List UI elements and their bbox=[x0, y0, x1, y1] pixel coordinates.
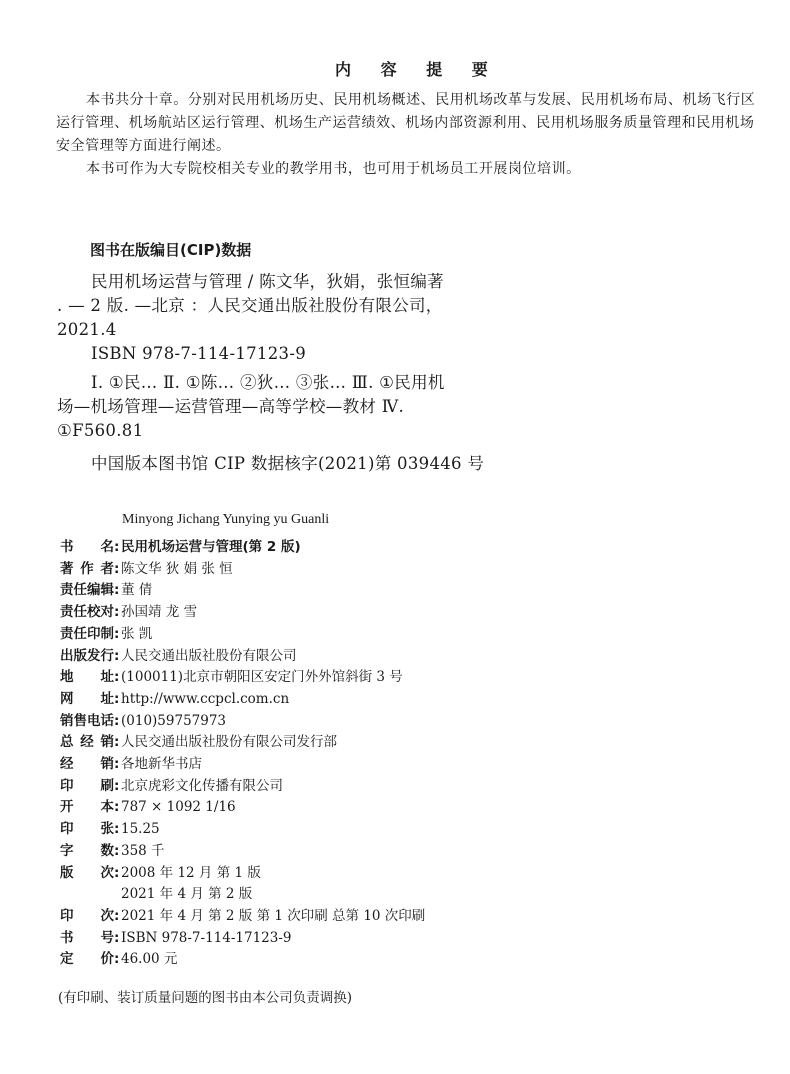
label-char: 地 bbox=[60, 669, 74, 686]
colophon-row bbox=[60, 801, 236, 815]
colophon-label bbox=[60, 560, 114, 577]
label-char: 责 bbox=[60, 625, 74, 642]
label-colon: : bbox=[114, 929, 120, 946]
pinyin-title: Minyong Jichang Yunying yu Guanli bbox=[122, 512, 330, 527]
label-colon: : bbox=[114, 539, 120, 555]
colophon-row bbox=[60, 758, 202, 772]
colophon-label bbox=[60, 777, 114, 794]
label-char: 销 bbox=[60, 712, 74, 729]
summary-paragraph-1-line-3: 安全管理等方面进行阐述。 bbox=[56, 138, 231, 154]
colophon-value: http://www.ccpcl.com.cn bbox=[121, 690, 290, 707]
label-char: 任 bbox=[73, 604, 87, 621]
label-colon: : bbox=[114, 799, 120, 816]
label-char: 网 bbox=[60, 690, 74, 707]
label-char: 书 bbox=[60, 929, 74, 946]
cip-isbn: ISBN 978-7-114-17123-9 bbox=[91, 344, 307, 363]
label-char: 发 bbox=[87, 647, 101, 664]
colophon-row bbox=[60, 907, 426, 924]
colophon-value: 2021 年 4 月 第 2 版 bbox=[121, 886, 253, 903]
label-char: 张 bbox=[100, 821, 114, 838]
label-char: 者 bbox=[100, 560, 114, 577]
colophon-label bbox=[60, 842, 114, 859]
label-char: 版 bbox=[73, 647, 87, 664]
label-colon: : bbox=[114, 951, 120, 968]
colophon-row bbox=[60, 541, 301, 555]
label-char: 经 bbox=[60, 756, 74, 772]
colophon-value: 2021 年 4 月 第 2 版 第 1 次印刷 总第 10 次印刷 bbox=[121, 907, 426, 924]
label-colon: : bbox=[114, 864, 120, 881]
colophon-value: 各地新华书店 bbox=[121, 756, 202, 772]
cip-heading: 图书在版编目(CIP)数据 bbox=[90, 241, 252, 259]
colophon-label bbox=[60, 690, 114, 707]
label-char: 责 bbox=[60, 604, 74, 621]
colophon-label bbox=[60, 647, 114, 664]
colophon-label bbox=[60, 929, 114, 946]
label-colon: : bbox=[114, 756, 120, 772]
label-colon: : bbox=[114, 647, 120, 664]
label-char: 次 bbox=[100, 864, 114, 881]
cip-line: 2021.4 bbox=[57, 320, 117, 339]
colophon-label bbox=[60, 907, 114, 924]
label-char: 书 bbox=[60, 539, 74, 555]
colophon-label bbox=[60, 606, 114, 620]
summary-title: 内 容 提 要 bbox=[335, 60, 500, 79]
colophon-row bbox=[60, 647, 297, 664]
label-char: 印 bbox=[87, 625, 101, 642]
label-char: 著 bbox=[60, 560, 74, 577]
label-char: 定 bbox=[60, 951, 74, 968]
label-char: 开 bbox=[60, 799, 74, 816]
colophon-value: 陈文华 狄 娟 张 恒 bbox=[121, 560, 233, 577]
label-colon: : bbox=[114, 690, 120, 707]
colophon-row bbox=[60, 560, 233, 577]
colophon-value: 孙国靖 龙 雪 bbox=[121, 604, 198, 621]
label-char: 次 bbox=[100, 907, 114, 924]
label-char: 数 bbox=[100, 842, 114, 859]
colophon-label bbox=[60, 801, 114, 815]
cip-line: 民用机场运营与管理 / 陈文华，狄娟，张恒编著 bbox=[91, 272, 444, 291]
colophon-value: 人民交通出版社股份有限公司发行部 bbox=[121, 734, 337, 751]
label-char: 销 bbox=[100, 734, 114, 751]
label-char: 版 bbox=[60, 864, 74, 881]
colophon-value: 人民交通出版社股份有限公司 bbox=[121, 647, 297, 664]
colophon-value: 787 × 1092 1/16 bbox=[121, 799, 236, 816]
colophon-label bbox=[60, 584, 114, 598]
summary-paragraph-1-line-2: 运行管理、机场航站区运行管理、机场生产运营绩效、机场内部资源利用、民用机场服务质量管理和民用机场 bbox=[56, 115, 755, 131]
label-char: 名 bbox=[100, 539, 114, 555]
label-colon: : bbox=[114, 907, 120, 924]
label-colon: : bbox=[114, 604, 120, 621]
colophon-label bbox=[60, 823, 114, 837]
colophon-row bbox=[60, 671, 403, 685]
label-char: 址 bbox=[100, 669, 114, 686]
colophon-value: 民用机场运营与管理(第 2 版) bbox=[121, 539, 301, 555]
colophon-row bbox=[60, 625, 153, 642]
colophon-value: 北京虎彩文化传播有限公司 bbox=[121, 777, 283, 794]
colophon-value: (100011)北京市朝阳区安定门外外馆斜街 3 号 bbox=[121, 669, 403, 686]
label-char: 责 bbox=[60, 582, 74, 599]
label-colon: : bbox=[114, 712, 120, 729]
label-char: 址 bbox=[100, 690, 114, 707]
colophon-row bbox=[60, 736, 337, 750]
label-char: 对 bbox=[100, 604, 114, 621]
colophon-label bbox=[60, 541, 114, 555]
label-char: 辑 bbox=[100, 582, 114, 599]
colophon-label bbox=[60, 758, 114, 772]
colophon-row bbox=[60, 842, 165, 859]
colophon-row bbox=[60, 864, 261, 881]
label-char: 话 bbox=[100, 712, 114, 729]
label-char: 行 bbox=[100, 647, 114, 664]
label-colon: : bbox=[114, 777, 120, 794]
cip-classification-code: ①F560.81 bbox=[57, 421, 144, 440]
colophon-value: 358 千 bbox=[121, 842, 165, 859]
quality-note: (有印刷、装订质量问题的图书由本公司负责调换) bbox=[58, 990, 353, 1006]
cip-line: . — 2 版. —北京 ：人民交通出版社股份有限公司， bbox=[57, 296, 443, 315]
colophon-row bbox=[60, 888, 252, 902]
colophon-row bbox=[60, 712, 227, 729]
label-colon: : bbox=[114, 560, 120, 577]
label-char: 编 bbox=[87, 582, 101, 599]
label-char: 作 bbox=[80, 560, 94, 577]
colophon-value: 董 倩 bbox=[121, 582, 153, 599]
colophon-row bbox=[60, 690, 290, 707]
colophon-row bbox=[60, 823, 160, 837]
label-char: 售 bbox=[73, 712, 87, 729]
label-char: 号 bbox=[100, 929, 114, 946]
colophon-label bbox=[60, 736, 114, 750]
colophon-row bbox=[60, 953, 177, 967]
colophon-label bbox=[60, 953, 114, 967]
colophon-value: (010)59757973 bbox=[121, 712, 227, 729]
label-char: 电 bbox=[87, 712, 101, 729]
colophon-row bbox=[60, 606, 197, 620]
label-colon: : bbox=[114, 582, 120, 599]
label-char: 本 bbox=[100, 799, 114, 816]
colophon-value: 15.25 bbox=[121, 821, 160, 838]
colophon-value: 46.00 元 bbox=[121, 951, 178, 968]
label-char: 经 bbox=[80, 734, 94, 751]
colophon-label bbox=[60, 625, 114, 642]
cip-classification-line: Ⅰ. ①民… Ⅱ. ①陈… ②狄… ③张… Ⅲ. ①民用机 bbox=[91, 373, 445, 392]
label-char: 印 bbox=[60, 777, 74, 794]
cip-classification-line: 场—机场管理—运营管理—高等学校—教材 Ⅳ. bbox=[57, 397, 405, 416]
colophon-row bbox=[60, 929, 292, 946]
label-colon: : bbox=[114, 734, 120, 751]
label-char: 制 bbox=[100, 625, 114, 642]
label-colon: : bbox=[114, 669, 120, 686]
label-char: 价 bbox=[100, 951, 114, 968]
label-char: 任 bbox=[73, 582, 87, 599]
colophon-label bbox=[60, 712, 114, 729]
colophon-label bbox=[60, 888, 114, 902]
colophon-row bbox=[60, 777, 283, 794]
cip-record-number: 中国版本图书馆 CIP 数据核字(2021)第 039446 号 bbox=[91, 454, 485, 473]
label-colon: : bbox=[114, 625, 120, 642]
label-colon: : bbox=[114, 821, 120, 838]
summary-paragraph-1-line-1: 本书共分十章。分别对民用机场历史、民用机场概述、民用机场改革与发展、民用机场布局、机场飞行区 bbox=[86, 92, 756, 108]
colophon-value: 张 凯 bbox=[121, 625, 153, 642]
label-colon: : bbox=[114, 842, 120, 859]
colophon-label bbox=[60, 671, 114, 685]
colophon-value: 2008 年 12 月 第 1 版 bbox=[121, 864, 261, 881]
colophon-value: ISBN 978-7-114-17123-9 bbox=[121, 929, 292, 946]
label-char: 字 bbox=[60, 842, 74, 859]
colophon-row bbox=[60, 584, 152, 598]
label-char: 校 bbox=[87, 604, 101, 621]
label-char: 印 bbox=[60, 907, 74, 924]
colophon-label bbox=[60, 864, 114, 881]
summary-paragraph-2: 本书可作为大专院校相关专业的教学用书，也可用于机场员工开展岗位培训。 bbox=[86, 161, 581, 177]
label-char: 总 bbox=[60, 734, 74, 751]
label-char: 印 bbox=[60, 821, 74, 838]
label-char: 任 bbox=[73, 625, 87, 642]
label-char: 刷 bbox=[100, 777, 114, 794]
label-char: 出 bbox=[60, 647, 74, 664]
label-char: 销 bbox=[100, 756, 114, 772]
